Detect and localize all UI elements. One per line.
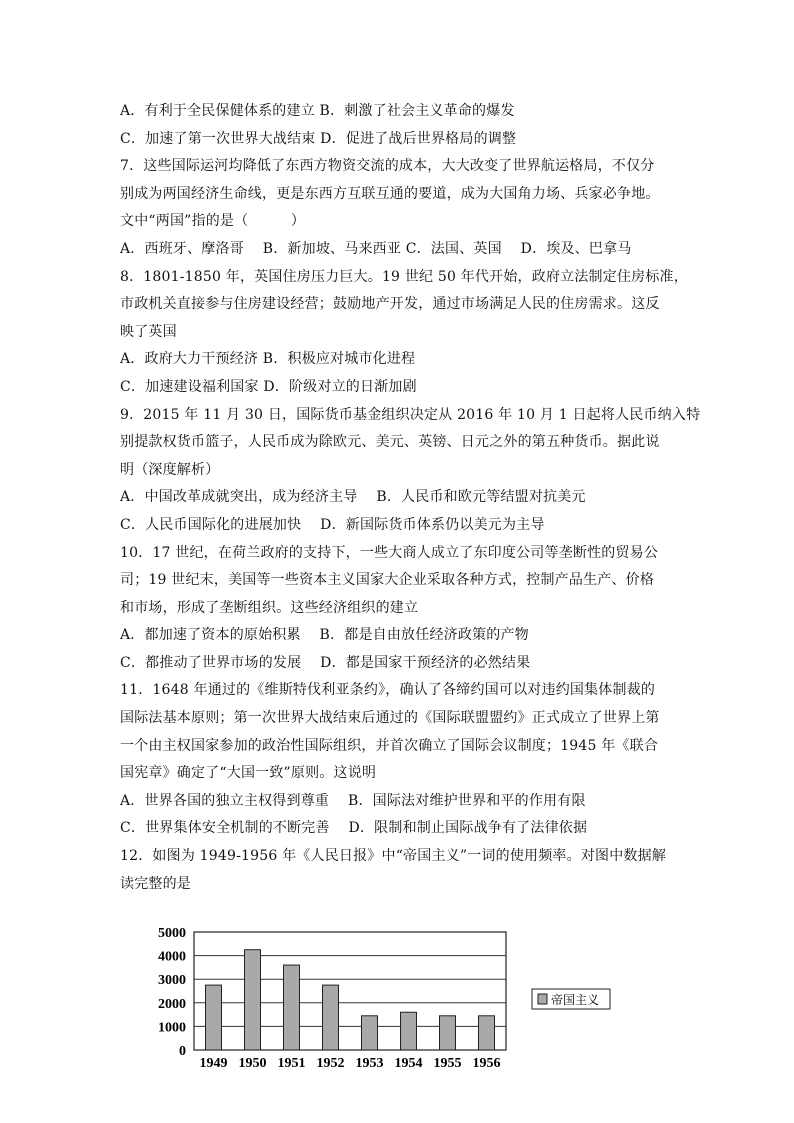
text-line: 10．17 世纪，在荷兰政府的支持下，一些大商人成立了东印度公司等垄断性的贸易公 bbox=[120, 544, 659, 561]
text-line: 和市场，形成了垄断组织。这些经济组织的建立 bbox=[120, 599, 419, 616]
bar-1955 bbox=[440, 1016, 456, 1050]
y-tick-label: 4000 bbox=[158, 949, 186, 965]
question-text bbox=[120, 98, 701, 898]
x-tick-label: 1952 bbox=[316, 1056, 345, 1071]
x-tick-label: 1954 bbox=[394, 1056, 423, 1071]
chart-bars bbox=[206, 950, 495, 1050]
text-line: A．有利于全民保健体系的建立 B．刺激了社会主义革命的爆发 bbox=[120, 103, 515, 119]
y-tick-label: 3000 bbox=[158, 973, 186, 989]
x-tick-label: 1956 bbox=[472, 1056, 501, 1071]
chart-y-ticks bbox=[158, 926, 186, 1059]
text-line: 文中“两国”指的是（ ） bbox=[120, 213, 306, 230]
x-tick-label: 1949 bbox=[199, 1056, 228, 1071]
bar-1952 bbox=[323, 985, 339, 1050]
legend-label: 帝国主义 bbox=[551, 993, 600, 1007]
bar-1951 bbox=[284, 965, 300, 1050]
y-tick-label: 1000 bbox=[158, 1020, 186, 1036]
text-line: C．人民币国际化的进展加快 D．新国际货币体系仍以美元为主导 bbox=[120, 516, 545, 533]
bar-1953 bbox=[362, 1016, 378, 1050]
x-tick-label: 1953 bbox=[355, 1056, 384, 1071]
text-line: 国宪章》确定了“大国一致”原则。这说明 bbox=[120, 765, 377, 782]
bar-1950 bbox=[245, 950, 261, 1050]
text-line: 读完整的是 bbox=[120, 875, 191, 892]
usage-frequency-bar-chart bbox=[150, 922, 620, 1072]
text-line: C．加速建设福利国家 D．阶级对立的日渐加剧 bbox=[120, 378, 417, 395]
text-line: C．世界集体安全机制的不断完善 D．限制和制止国际战争有了法律依据 bbox=[120, 820, 588, 837]
bar-1949 bbox=[206, 985, 222, 1050]
text-line: 别提款权货币篮子，人民币成为除欧元、美元、英镑、日元之外的第五种货币。据此说 bbox=[120, 434, 660, 451]
text-line: 别成为两国经济生命线，更是东西方互联互通的要道，成为大国角力场、兵家必争地。 bbox=[120, 185, 660, 202]
text-line: 7．这些国际运河均降低了东西方物资交流的成本，大大改变了世界航运格局，不仅分 bbox=[120, 158, 655, 175]
text-line: A．政府大力干预经济 B．积极应对城市化进程 bbox=[120, 351, 416, 368]
text-line: 12．如图为 1949-1956 年《人民日报》中“帝国主义”一词的使用频率。对图中数据解 bbox=[120, 848, 667, 865]
text-line: C．加速了第一次世界大战结束 D．促进了战后世界格局的调整 bbox=[120, 130, 517, 147]
y-tick-label: 0 bbox=[179, 1044, 186, 1059]
text-line: A．中国改革成就突出，成为经济主导 B．人民币和欧元等结盟对抗美元 bbox=[120, 489, 586, 506]
bar-1954 bbox=[401, 1012, 417, 1050]
text-line: A．都加速了资本的原始积累 B．都是自由放任经济政策的产物 bbox=[120, 627, 529, 644]
text-line: 市政机关直接参与住房建设经营；鼓励地产开发，通过市场满足人民的住房需求。这反 bbox=[120, 296, 660, 313]
text-line: 11．1648 年通过的《维斯特伐利亚条约》，确认了各缔约国可以对违约国集体制裁的 bbox=[120, 682, 656, 699]
text-line: 司；19 世纪末，美国等一些资本主义国家大企业采取各种方式，控制产品生产、价格 bbox=[120, 572, 655, 589]
text-line: 8．1801-1850 年，英国住房压力巨大。19 世纪 50 年代开始，政府立法制定住房标准， bbox=[120, 268, 688, 285]
chart-grid bbox=[194, 932, 506, 1050]
x-tick-label: 1951 bbox=[277, 1056, 306, 1071]
legend-swatch bbox=[538, 994, 547, 1004]
x-tick-label: 1950 bbox=[238, 1056, 267, 1071]
y-tick-label: 2000 bbox=[158, 996, 186, 1012]
bar-1956 bbox=[479, 1016, 495, 1050]
chart-legend bbox=[532, 989, 610, 1009]
text-line: 一个由主权国家参加的政治性国际组织，并首次确立了国际会议制度；1945 年《联合 bbox=[120, 737, 659, 754]
text-line: C．都推动了世界市场的发展 D．都是国家干预经济的必然结果 bbox=[120, 654, 531, 671]
text-line: A．世界各国的独立主权得到尊重 B．国际法对维护世界和平的作用有限 bbox=[120, 792, 586, 809]
text-line: 国际法基本原则；第一次世界大战结束后通过的《国际联盟盟约》正式成立了世界上第 bbox=[120, 710, 660, 727]
text-line: 明（深度解析） bbox=[120, 461, 220, 478]
x-tick-label: 1955 bbox=[433, 1056, 462, 1071]
chart-x-ticks bbox=[200, 1056, 501, 1071]
text-line: A．西班牙、摩洛哥 B．新加坡、马来西亚 C．法国、英国 D．埃及、巴拿马 bbox=[120, 240, 632, 257]
plot-frame bbox=[194, 932, 506, 1050]
text-line: 9．2015 年 11 月 30 日，国际货币基金组织决定从 2016 年 10 月 1 日起将人民币纳入特 bbox=[120, 406, 701, 423]
y-tick-label: 5000 bbox=[158, 926, 186, 941]
text-line: 映了英国 bbox=[120, 323, 177, 340]
